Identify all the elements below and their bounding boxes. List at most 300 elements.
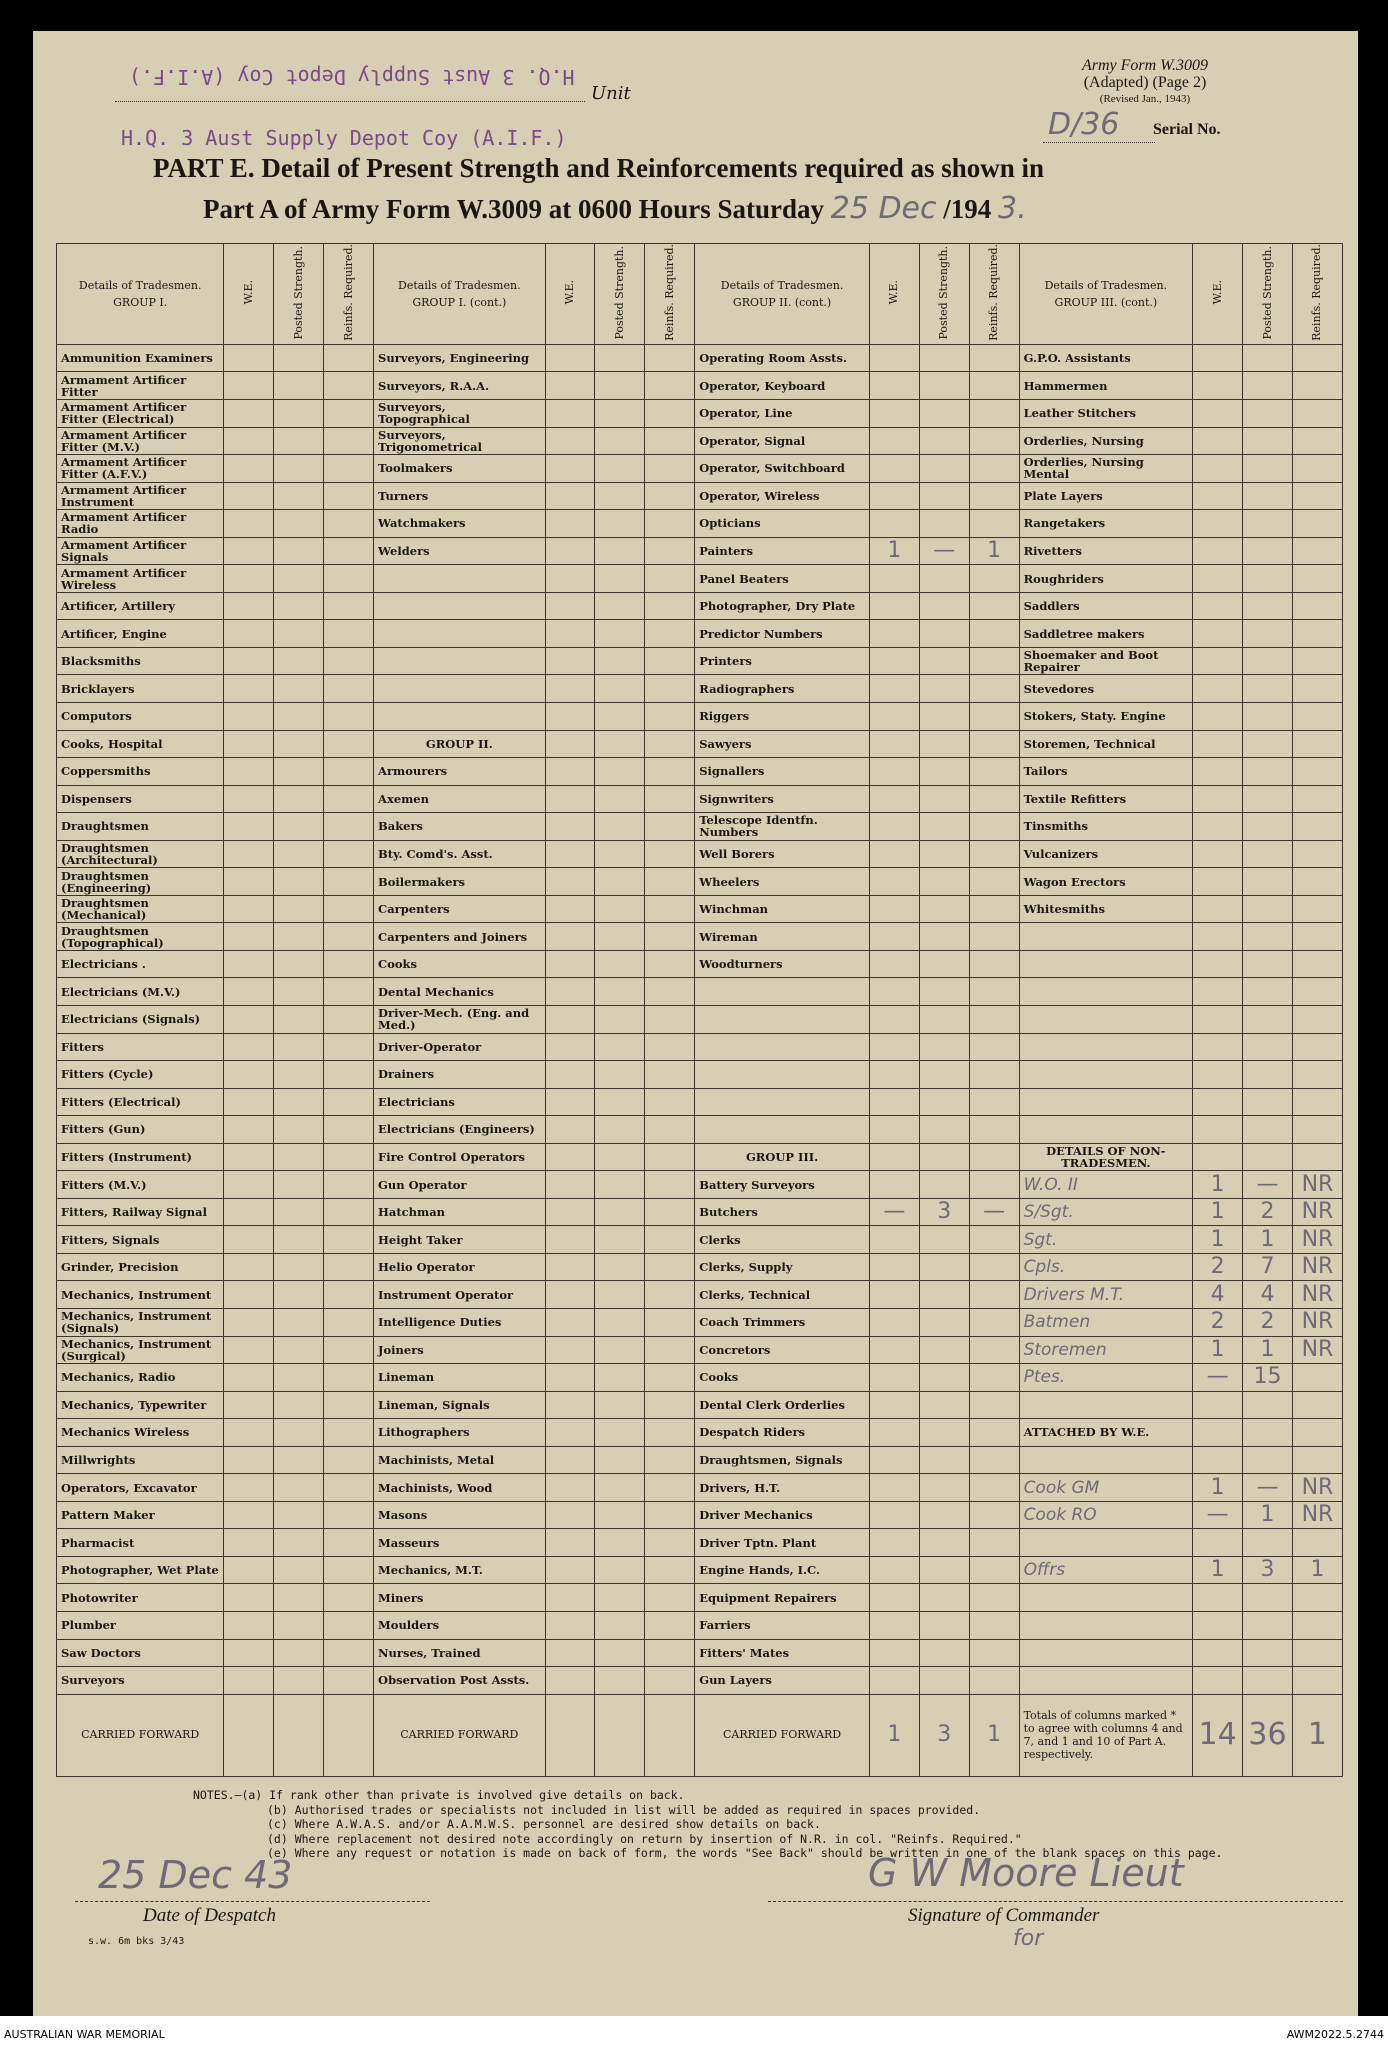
table-row — [57, 372, 1343, 400]
value-we: 1 — [1193, 1556, 1243, 1584]
trade-label — [1019, 1612, 1193, 1640]
trade-label: Storemen, Technical — [1019, 730, 1193, 758]
col-reinfs: Reinfs. Required. — [645, 244, 695, 345]
empty-cell — [1193, 840, 1243, 868]
empty-cell — [645, 1391, 695, 1419]
empty-cell — [274, 427, 324, 455]
empty-cell — [645, 785, 695, 813]
empty-cell — [645, 1171, 695, 1199]
empty-cell — [274, 482, 324, 510]
empty-cell — [645, 372, 695, 400]
trade-label: Height Taker — [374, 1226, 546, 1254]
empty-cell — [869, 1474, 919, 1502]
trade-label: Surveyors, Engineering — [374, 344, 546, 372]
empty-cell — [224, 1336, 274, 1364]
trade-label — [1019, 1005, 1193, 1033]
empty-cell — [545, 1529, 595, 1557]
empty-cell — [545, 702, 595, 730]
trade-label: Bricklayers — [57, 675, 224, 703]
value-reinfs: 1 — [969, 537, 1019, 565]
empty-cell — [869, 868, 919, 896]
empty-cell — [969, 482, 1019, 510]
trade-label: Lithographers — [374, 1419, 546, 1447]
empty-cell — [545, 1309, 595, 1337]
table-row — [57, 1033, 1343, 1061]
table-row — [57, 482, 1343, 510]
empty-cell — [224, 1226, 274, 1254]
table-row — [57, 895, 1343, 923]
empty-cell — [869, 1529, 919, 1557]
signature-hand: G W Moore Lieut — [868, 1851, 1184, 1895]
empty-cell — [545, 978, 595, 1006]
empty-cell — [545, 647, 595, 675]
empty-cell — [224, 1529, 274, 1557]
empty-cell — [1243, 1584, 1293, 1612]
empty-cell — [595, 702, 645, 730]
empty-cell — [324, 1501, 374, 1529]
empty-cell — [969, 1556, 1019, 1584]
empty-cell — [224, 730, 274, 758]
totals-note: Totals of columns marked * to agree with columns 4 and 7, and 1 and 10 of Part A. respectively. — [1019, 1694, 1193, 1776]
table-row — [57, 1309, 1343, 1337]
trade-label: Electricians (Signals) — [57, 1005, 224, 1033]
trade-label: Wagon Erectors — [1019, 868, 1193, 896]
empty-cell — [869, 510, 919, 538]
empty-cell — [324, 344, 374, 372]
empty-cell — [1292, 344, 1342, 372]
empty-cell — [545, 1226, 595, 1254]
empty-cell — [545, 813, 595, 841]
table-row — [57, 1501, 1343, 1529]
trade-label: Riggers — [695, 702, 870, 730]
trade-label: Machinists, Metal — [374, 1446, 546, 1474]
empty-cell — [1243, 565, 1293, 593]
empty-cell — [1243, 785, 1293, 813]
trade-label: Joiners — [374, 1336, 546, 1364]
empty-cell — [595, 620, 645, 648]
trade-label: Draughtsmen, Signals — [695, 1446, 870, 1474]
trade-label: Predictor Numbers — [695, 620, 870, 648]
empty-cell — [645, 1198, 695, 1226]
empty-cell — [969, 1364, 1019, 1392]
empty-cell — [595, 427, 645, 455]
empty-cell — [645, 1474, 695, 1502]
empty-cell — [869, 1281, 919, 1309]
empty-cell — [1243, 1391, 1293, 1419]
empty-cell — [324, 1281, 374, 1309]
empty-cell — [1243, 620, 1293, 648]
col-we: W.E. — [869, 244, 919, 345]
empty-cell — [1292, 1446, 1342, 1474]
serial-label: Serial No. — [1153, 121, 1221, 138]
empty-cell — [1292, 592, 1342, 620]
empty-cell — [224, 758, 274, 786]
table-row — [57, 565, 1343, 593]
empty-cell — [274, 537, 324, 565]
empty-cell — [1193, 813, 1243, 841]
empty-cell — [545, 1005, 595, 1033]
empty-cell — [1193, 344, 1243, 372]
empty-cell — [324, 647, 374, 675]
trade-label: Coach Trimmers — [695, 1309, 870, 1337]
empty-cell — [595, 647, 645, 675]
empty-cell — [1193, 1088, 1243, 1116]
trade-label: Drivers, H.T. — [695, 1474, 870, 1502]
empty-cell — [869, 675, 919, 703]
empty-cell — [919, 344, 969, 372]
trade-label: Fitters — [57, 1033, 224, 1061]
table-row — [57, 730, 1343, 758]
empty-cell — [324, 1336, 374, 1364]
group-heading: GROUP II. — [374, 730, 546, 758]
non-tradesman-rank: Batmen — [1019, 1309, 1193, 1337]
empty-cell — [595, 1336, 645, 1364]
page-title-line2 — [203, 191, 1027, 226]
empty-cell — [1292, 1667, 1342, 1695]
empty-cell — [324, 482, 374, 510]
empty-cell — [545, 1667, 595, 1695]
empty-cell — [224, 482, 274, 510]
trade-label: Nurses, Trained — [374, 1639, 546, 1667]
empty-cell — [324, 592, 374, 620]
empty-cell — [545, 372, 595, 400]
empty-cell — [869, 427, 919, 455]
col-reinfs: Reinfs. Required. — [324, 244, 374, 345]
trade-label: Fitters (Electrical) — [57, 1088, 224, 1116]
trade-label: Surveyors, R.A.A. — [374, 372, 546, 400]
table-row — [57, 427, 1343, 455]
empty-cell — [1243, 372, 1293, 400]
empty-cell — [324, 1088, 374, 1116]
empty-cell — [1193, 1584, 1243, 1612]
strength-table — [56, 243, 1343, 1777]
trade-label: Printers — [695, 647, 870, 675]
trade-label: Operator, Signal — [695, 427, 870, 455]
total-we: 14 — [1193, 1694, 1243, 1776]
empty-cell — [1292, 868, 1342, 896]
empty-cell — [595, 1088, 645, 1116]
empty-cell — [969, 592, 1019, 620]
trade-label: Surveyors, Topographical — [374, 399, 546, 427]
empty-cell — [324, 1694, 374, 1776]
empty-cell — [274, 1198, 324, 1226]
empty-cell — [1243, 1143, 1293, 1171]
empty-cell — [545, 1116, 595, 1144]
empty-cell — [919, 675, 969, 703]
trade-label: Fitters (M.V.) — [57, 1171, 224, 1199]
trade-label: Machinists, Wood — [374, 1474, 546, 1502]
trade-label: Operator, Line — [695, 399, 870, 427]
empty-cell — [969, 1474, 1019, 1502]
unit-line — [115, 101, 585, 102]
empty-cell — [274, 702, 324, 730]
empty-cell — [1292, 758, 1342, 786]
table-row — [57, 1446, 1343, 1474]
empty-cell — [595, 1364, 645, 1392]
empty-cell — [869, 372, 919, 400]
empty-cell — [224, 1667, 274, 1695]
trade-label: Panel Beaters — [695, 565, 870, 593]
empty-cell — [1243, 1088, 1293, 1116]
empty-cell — [919, 923, 969, 951]
empty-cell — [645, 840, 695, 868]
empty-cell — [969, 1529, 1019, 1557]
trade-label — [374, 647, 546, 675]
value-we: 1 — [1193, 1474, 1243, 1502]
trade-label: Electricians — [374, 1088, 546, 1116]
empty-cell — [324, 1639, 374, 1667]
value-we: 1 — [1193, 1336, 1243, 1364]
empty-cell — [595, 1474, 645, 1502]
trade-label: Carpenters — [374, 895, 546, 923]
empty-cell — [645, 399, 695, 427]
trade-label: Operators, Excavator — [57, 1474, 224, 1502]
empty-cell — [274, 840, 324, 868]
empty-cell — [645, 427, 695, 455]
table-row — [57, 758, 1343, 786]
empty-cell — [869, 1171, 919, 1199]
empty-cell — [545, 1364, 595, 1392]
empty-cell — [1193, 895, 1243, 923]
empty-cell — [595, 1419, 645, 1447]
empty-cell — [545, 1474, 595, 1502]
empty-cell — [545, 1639, 595, 1667]
empty-cell — [869, 399, 919, 427]
empty-cell — [595, 1446, 645, 1474]
empty-cell — [595, 1005, 645, 1033]
empty-cell — [869, 923, 919, 951]
empty-cell — [645, 1033, 695, 1061]
trade-label: Orderlies, Nursing — [1019, 427, 1193, 455]
trade-label: Winchman — [695, 895, 870, 923]
empty-cell — [1292, 1005, 1342, 1033]
trade-label — [695, 1033, 870, 1061]
empty-cell — [869, 344, 919, 372]
empty-cell — [645, 1061, 695, 1089]
empty-cell — [869, 895, 919, 923]
empty-cell — [545, 1088, 595, 1116]
trade-label — [1019, 1391, 1193, 1419]
table-row — [57, 1556, 1343, 1584]
trade-label — [1019, 923, 1193, 951]
empty-cell — [545, 510, 595, 538]
empty-cell — [224, 978, 274, 1006]
empty-cell — [919, 647, 969, 675]
unit-stamp: H.Q. 3 Aust Supply Depot Coy (A.I.F.) — [121, 126, 567, 150]
empty-cell — [645, 868, 695, 896]
empty-cell — [919, 1667, 969, 1695]
value-we: — — [1193, 1501, 1243, 1529]
empty-cell — [595, 1116, 645, 1144]
empty-cell — [1193, 647, 1243, 675]
empty-cell — [869, 1501, 919, 1529]
table-row — [57, 840, 1343, 868]
carried-forward-g1-cont: CARRIED FORWARD — [374, 1694, 546, 1776]
trade-label: Fitters, Signals — [57, 1226, 224, 1254]
empty-cell — [969, 647, 1019, 675]
trade-label: Welders — [374, 537, 546, 565]
trade-label: Draughtsmen (Architectural) — [57, 840, 224, 868]
empty-cell — [1193, 758, 1243, 786]
empty-cell — [969, 1612, 1019, 1640]
empty-cell — [1243, 1667, 1293, 1695]
empty-cell — [274, 923, 324, 951]
trade-label: Gun Layers — [695, 1667, 870, 1695]
value-we: 4 — [1193, 1281, 1243, 1309]
value-posted: 2 — [1243, 1198, 1293, 1226]
empty-cell — [595, 1501, 645, 1529]
trade-label: Leather Stitchers — [1019, 399, 1193, 427]
empty-cell — [645, 482, 695, 510]
trade-label: Artificer, Engine — [57, 620, 224, 648]
empty-cell — [545, 1584, 595, 1612]
table-row — [57, 1198, 1343, 1226]
table-header-row — [57, 244, 1343, 345]
empty-cell — [645, 1005, 695, 1033]
empty-cell — [1243, 730, 1293, 758]
trade-label: Wireman — [695, 923, 870, 951]
empty-cell — [545, 1143, 595, 1171]
trade-label: Photographer, Dry Plate — [695, 592, 870, 620]
table-row — [57, 1088, 1343, 1116]
form-reference — [1035, 57, 1255, 108]
empty-cell — [1292, 510, 1342, 538]
empty-cell — [919, 455, 969, 483]
empty-cell — [969, 427, 1019, 455]
empty-cell — [919, 1088, 969, 1116]
empty-cell — [969, 1309, 1019, 1337]
empty-cell — [1243, 647, 1293, 675]
empty-cell — [1292, 785, 1342, 813]
col-details-g1-cont: Details of Tradesmen. GROUP I. (cont.) — [374, 244, 546, 345]
empty-cell — [1193, 1667, 1243, 1695]
empty-cell — [324, 1667, 374, 1695]
empty-cell — [324, 620, 374, 648]
empty-cell — [595, 344, 645, 372]
empty-cell — [595, 1226, 645, 1254]
table-row — [57, 1474, 1343, 1502]
note-c: (c) Where A.W.A.S. and/or A.A.M.W.S. personnel are desired show details on back. — [267, 1817, 821, 1831]
table-row — [57, 455, 1343, 483]
empty-cell — [869, 1116, 919, 1144]
empty-cell — [969, 565, 1019, 593]
value-posted: 3 — [919, 1198, 969, 1226]
value-posted: — — [919, 537, 969, 565]
trade-label: Draughtsmen — [57, 813, 224, 841]
empty-cell — [324, 1005, 374, 1033]
value-we: 2 — [1193, 1253, 1243, 1281]
empty-cell — [645, 1612, 695, 1640]
col-details-g1: Details of Tradesmen. GROUP I. — [57, 244, 224, 345]
empty-cell — [324, 1309, 374, 1337]
for-hand: for — [1013, 1926, 1044, 1951]
trade-label: Masseurs — [374, 1529, 546, 1557]
trade-label: Driver Mechanics — [695, 1501, 870, 1529]
empty-cell — [274, 1033, 324, 1061]
empty-cell — [545, 565, 595, 593]
col-we: W.E. — [545, 244, 595, 345]
empty-cell — [919, 1253, 969, 1281]
empty-cell — [595, 868, 645, 896]
empty-cell — [969, 1667, 1019, 1695]
empty-cell — [224, 1309, 274, 1337]
value-we: 1 — [869, 537, 919, 565]
empty-cell — [1292, 1612, 1342, 1640]
empty-cell — [869, 785, 919, 813]
empty-cell — [1243, 950, 1293, 978]
empty-cell — [869, 1419, 919, 1447]
empty-cell — [224, 1088, 274, 1116]
empty-cell — [1292, 950, 1342, 978]
non-tradesman-rank: Drivers M.T. — [1019, 1281, 1193, 1309]
value-we: — — [869, 1198, 919, 1226]
despatch-line — [75, 1901, 430, 1902]
empty-cell — [969, 1639, 1019, 1667]
empty-cell — [919, 730, 969, 758]
signature-label: Signature of Commander — [908, 1905, 1100, 1926]
empty-cell — [224, 537, 274, 565]
trade-label: Whitesmiths — [1019, 895, 1193, 923]
empty-cell — [645, 1556, 695, 1584]
empty-cell — [645, 1529, 695, 1557]
empty-cell — [919, 482, 969, 510]
empty-cell — [919, 1033, 969, 1061]
empty-cell — [224, 399, 274, 427]
empty-cell — [274, 1612, 324, 1640]
empty-cell — [969, 895, 1019, 923]
empty-cell — [274, 895, 324, 923]
empty-cell — [324, 813, 374, 841]
empty-cell — [1292, 1419, 1342, 1447]
empty-cell — [545, 1556, 595, 1584]
empty-cell — [324, 399, 374, 427]
archive-id: AWM2022.5.2744 — [1286, 2028, 1384, 2041]
empty-cell — [595, 455, 645, 483]
empty-cell — [324, 923, 374, 951]
trade-label — [695, 1005, 870, 1033]
empty-cell — [645, 895, 695, 923]
trade-label: Roughriders — [1019, 565, 1193, 593]
empty-cell — [545, 868, 595, 896]
non-tradesman-rank: Sgt. — [1019, 1226, 1193, 1254]
trade-label: Lineman — [374, 1364, 546, 1392]
trade-label: Electricians . — [57, 950, 224, 978]
trade-label: Operator, Keyboard — [695, 372, 870, 400]
empty-cell — [595, 923, 645, 951]
empty-cell — [1193, 1391, 1243, 1419]
empty-cell — [545, 923, 595, 951]
trade-label: Cooks — [695, 1364, 870, 1392]
empty-cell — [1292, 372, 1342, 400]
empty-cell — [1243, 592, 1293, 620]
empty-cell — [919, 1171, 969, 1199]
empty-cell — [1292, 1061, 1342, 1089]
trade-label: Gun Operator — [374, 1171, 546, 1199]
empty-cell — [969, 840, 1019, 868]
empty-cell — [869, 1584, 919, 1612]
trade-label: Woodturners — [695, 950, 870, 978]
trade-label: Armament Artificer Fitter (A.F.V.) — [57, 455, 224, 483]
trade-label: Artificer, Artillery — [57, 592, 224, 620]
empty-cell — [595, 1061, 645, 1089]
empty-cell — [1193, 372, 1243, 400]
value-reinfs: NR — [1292, 1198, 1342, 1226]
empty-cell — [1243, 537, 1293, 565]
trade-label: Dispensers — [57, 785, 224, 813]
value-we: 1 — [1193, 1226, 1243, 1254]
trade-label: Driver-Mech. (Eng. and Med.) — [374, 1005, 546, 1033]
empty-cell — [545, 675, 595, 703]
